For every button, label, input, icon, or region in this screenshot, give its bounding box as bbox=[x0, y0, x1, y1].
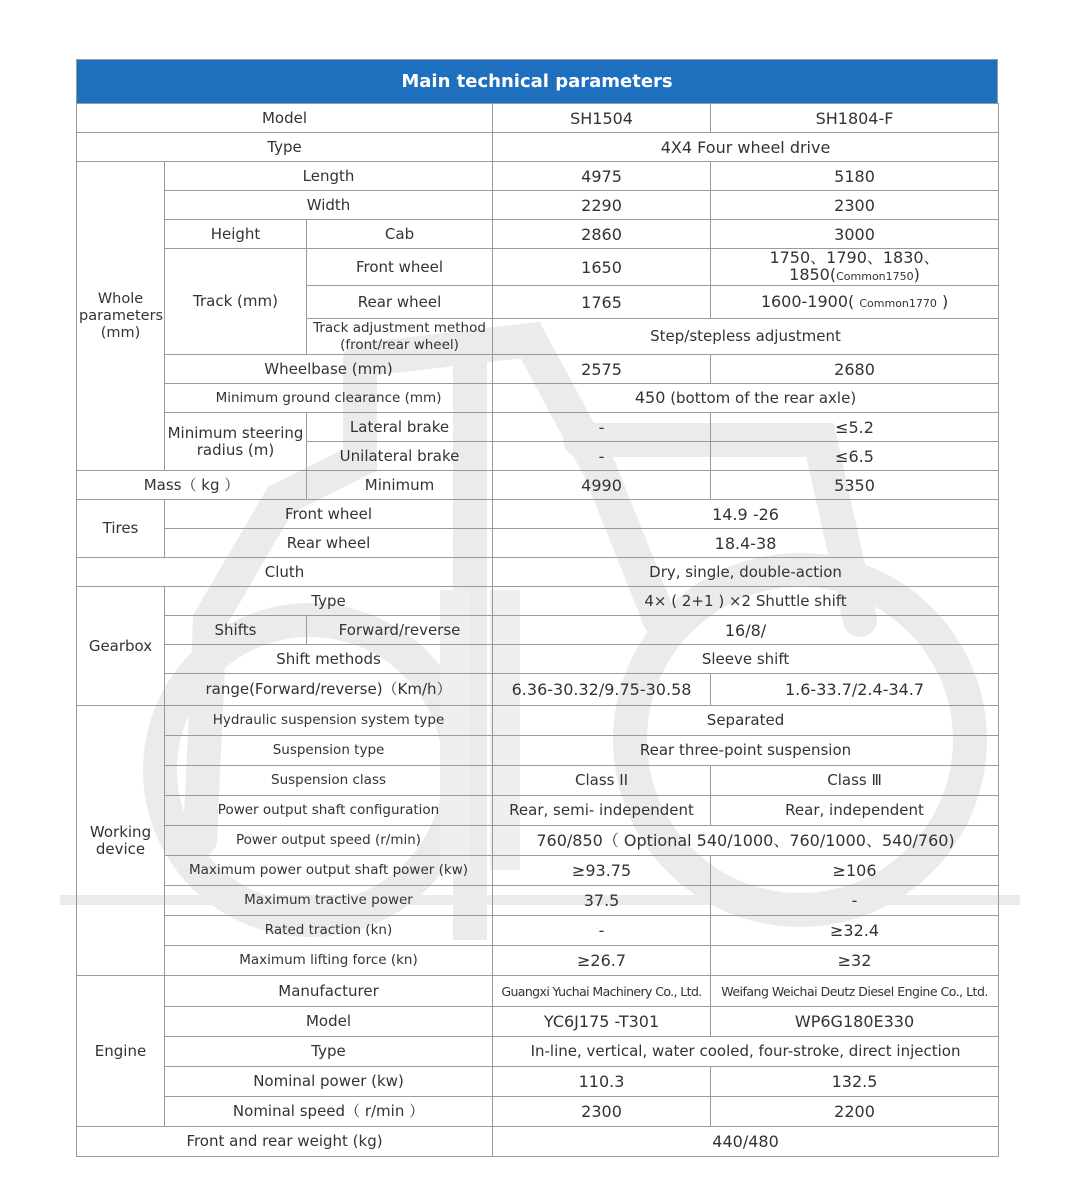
steer-unilateral-m2: ≤6.5 bbox=[711, 442, 999, 471]
track-front-label: Front wheel bbox=[307, 249, 493, 286]
mass-m1: 4990 bbox=[493, 471, 711, 500]
engine-power-m1: 110.3 bbox=[493, 1067, 711, 1097]
lifting-m1: ≥26.7 bbox=[493, 946, 711, 976]
mass-label: Mass（ kg ） bbox=[77, 471, 307, 500]
hydraulic-label: Hydraulic suspension system type bbox=[165, 706, 493, 736]
manufacturer-label: Manufacturer bbox=[165, 976, 493, 1007]
suspension-type-label: Suspension type bbox=[165, 736, 493, 766]
track-adjust-label: Track adjustment method (front/rear wheel) bbox=[307, 319, 493, 355]
pto-speed-value: 760/850（ Optional 540/1000、760/1000、540/760) bbox=[493, 826, 999, 856]
row-length bbox=[77, 162, 999, 191]
suspension-class-m1: Class II bbox=[493, 766, 711, 796]
row-model bbox=[77, 104, 999, 133]
height-m1: 2860 bbox=[493, 220, 711, 249]
pto-power-m2: ≥106 bbox=[711, 856, 999, 886]
clearance-note: (bottom of the rear axle) bbox=[670, 389, 857, 407]
track-rear-m2-note: Common1770 bbox=[859, 296, 937, 310]
track-front-m1: 1650 bbox=[493, 249, 711, 286]
height-label: Height bbox=[165, 220, 307, 249]
tires-rear-value: 18.4-38 bbox=[493, 529, 999, 558]
engine-model-m1: YC6J175 -T301 bbox=[493, 1007, 711, 1037]
type-value: 4X4 Four wheel drive bbox=[493, 133, 999, 162]
engine-type-label: Type bbox=[165, 1037, 493, 1067]
shifts-sub: Forward/reverse bbox=[307, 616, 493, 645]
track-rear-m1: 1765 bbox=[493, 286, 711, 319]
row-steer-lateral bbox=[77, 413, 999, 442]
gearbox-type-label: Type bbox=[165, 587, 493, 616]
type-label: Type bbox=[77, 133, 493, 162]
mass-m2: 5350 bbox=[711, 471, 999, 500]
engine-power-m2: 132.5 bbox=[711, 1067, 999, 1097]
row-manufacturer bbox=[77, 976, 999, 1007]
length-m2: 5180 bbox=[711, 162, 999, 191]
traction-label: Rated traction (kn) bbox=[165, 916, 493, 946]
pto-config-m2: Rear, independent bbox=[711, 796, 999, 826]
suspension-class-label: Suspension class bbox=[165, 766, 493, 796]
row-weight bbox=[77, 1127, 999, 1157]
clearance-cell bbox=[493, 384, 999, 413]
weight-label: Front and rear weight (kg) bbox=[77, 1127, 493, 1157]
row-clutch bbox=[77, 558, 999, 587]
model-m2: SH1804-F bbox=[711, 104, 999, 133]
shifts-value: 16/8/ bbox=[493, 616, 999, 645]
row-type bbox=[77, 133, 999, 162]
track-adjust-value: Step/stepless adjustment bbox=[493, 319, 999, 355]
track-label: Track (mm) bbox=[165, 249, 307, 355]
row-tires-rear bbox=[77, 529, 999, 558]
row-traction bbox=[77, 916, 999, 946]
length-label: Length bbox=[165, 162, 493, 191]
steer-lateral-m1: - bbox=[493, 413, 711, 442]
tractive-label: Maximum tractive power bbox=[165, 886, 493, 916]
row-suspension-class bbox=[77, 766, 999, 796]
row-wheelbase bbox=[77, 355, 999, 384]
tires-group: Tires bbox=[77, 500, 165, 558]
row-lifting bbox=[77, 946, 999, 976]
lifting-m2: ≥32 bbox=[711, 946, 999, 976]
working-group: Working device bbox=[77, 706, 165, 976]
shifts-label: Shifts bbox=[165, 616, 307, 645]
row-shifts bbox=[77, 616, 999, 645]
tractive-m2: - bbox=[711, 886, 999, 916]
engine-speed-label: Nominal speed（ r/min ） bbox=[165, 1097, 493, 1127]
model-m1: SH1504 bbox=[493, 104, 711, 133]
pto-power-m1: ≥93.75 bbox=[493, 856, 711, 886]
row-gearbox-type bbox=[77, 587, 999, 616]
height-sub: Cab bbox=[307, 220, 493, 249]
pto-config-m1: Rear, semi- independent bbox=[493, 796, 711, 826]
shift-methods-value: Sleeve shift bbox=[493, 645, 999, 674]
pto-speed-label: Power output speed (r/min) bbox=[165, 826, 493, 856]
engine-group: Engine bbox=[77, 976, 165, 1127]
engine-power-label: Nominal power (kw) bbox=[165, 1067, 493, 1097]
pto-power-label: Maximum power output shaft power (kw) bbox=[165, 856, 493, 886]
row-width bbox=[77, 191, 999, 220]
track-rear-label: Rear wheel bbox=[307, 286, 493, 319]
row-tires-front bbox=[77, 500, 999, 529]
manufacturer-m2: Weifang Weichai Deutz Diesel Engine Co., Ltd. bbox=[711, 976, 999, 1007]
clearance-label: Minimum ground clearance (mm) bbox=[165, 384, 493, 413]
track-front-m2: 1750、1790、1830、1850(Common1750) bbox=[711, 249, 999, 286]
row-engine-type bbox=[77, 1037, 999, 1067]
speed-range-m1: 6.36-30.32/9.75-30.58 bbox=[493, 674, 711, 706]
steer-unilateral-label: Unilateral brake bbox=[307, 442, 493, 471]
mass-sub: Minimum bbox=[307, 471, 493, 500]
width-m1: 2290 bbox=[493, 191, 711, 220]
gearbox-group: Gearbox bbox=[77, 587, 165, 706]
model-label: Model bbox=[77, 104, 493, 133]
track-front-m2-value: 1750、1790、1830、1850 bbox=[769, 248, 940, 284]
engine-model-label: Model bbox=[165, 1007, 493, 1037]
table-title: Main technical parameters bbox=[76, 59, 998, 103]
traction-m2: ≥32.4 bbox=[711, 916, 999, 946]
row-clearance bbox=[77, 384, 999, 413]
traction-m1: - bbox=[493, 916, 711, 946]
row-tractive bbox=[77, 886, 999, 916]
track-rear-m2: 1600-1900( Common1770 ) bbox=[711, 286, 999, 319]
speed-range-m2: 1.6-33.7/2.4-34.7 bbox=[711, 674, 999, 706]
gearbox-type-value: 4× ( 2+1 ) ×2 Shuttle shift bbox=[493, 587, 999, 616]
wheelbase-m2: 2680 bbox=[711, 355, 999, 384]
row-mass bbox=[77, 471, 999, 500]
clutch-label: Cluth bbox=[77, 558, 493, 587]
steer-unilateral-m1: - bbox=[493, 442, 711, 471]
height-m2: 3000 bbox=[711, 220, 999, 249]
width-label: Width bbox=[165, 191, 493, 220]
row-engine-power bbox=[77, 1067, 999, 1097]
row-height bbox=[77, 220, 999, 249]
wheelbase-label: Wheelbase (mm) bbox=[165, 355, 493, 384]
row-pto-speed bbox=[77, 826, 999, 856]
shift-methods-label: Shift methods bbox=[165, 645, 493, 674]
speed-range-label: range(Forward/reverse)（Km/h） bbox=[165, 674, 493, 706]
engine-speed-m2: 2200 bbox=[711, 1097, 999, 1127]
row-engine-speed bbox=[77, 1097, 999, 1127]
row-pto-config bbox=[77, 796, 999, 826]
steer-lateral-label: Lateral brake bbox=[307, 413, 493, 442]
lifting-label: Maximum lifting force (kn) bbox=[165, 946, 493, 976]
manufacturer-m1: Guangxi Yuchai Machinery Co., Ltd. bbox=[493, 976, 711, 1007]
track-rear-m2-value: 1600-1900 bbox=[760, 291, 849, 311]
row-speed-range bbox=[77, 674, 999, 706]
pto-config-label: Power output shaft configuration bbox=[165, 796, 493, 826]
engine-type-value: In-line, vertical, water cooled, four-stroke, direct injection bbox=[493, 1037, 999, 1067]
wheelbase-m1: 2575 bbox=[493, 355, 711, 384]
row-shift-methods bbox=[77, 645, 999, 674]
width-m2: 2300 bbox=[711, 191, 999, 220]
row-pto-power bbox=[77, 856, 999, 886]
tires-rear-label: Rear wheel bbox=[165, 529, 493, 558]
steer-lateral-m2: ≤5.2 bbox=[711, 413, 999, 442]
suspension-class-m2: Class Ⅲ bbox=[711, 766, 999, 796]
track-front-m2-note: Common1750 bbox=[836, 270, 914, 283]
whole-parameters-group: Whole parameters (mm) bbox=[77, 162, 165, 471]
steering-label: Minimum steering radius (m) bbox=[165, 413, 307, 471]
engine-model-m2: WP6G180E330 bbox=[711, 1007, 999, 1037]
parameters-sheet bbox=[76, 59, 998, 1157]
tires-front-value: 14.9 -26 bbox=[493, 500, 999, 529]
row-engine-model bbox=[77, 1007, 999, 1037]
parameters-table bbox=[76, 103, 999, 1157]
clutch-value: Dry, single, double-action bbox=[493, 558, 999, 587]
length-m1: 4975 bbox=[493, 162, 711, 191]
clearance-value: 450 bbox=[634, 388, 666, 407]
suspension-type-value: Rear three-point suspension bbox=[493, 736, 999, 766]
row-hydraulic bbox=[77, 706, 999, 736]
tires-front-label: Front wheel bbox=[165, 500, 493, 529]
row-track-front bbox=[77, 249, 999, 286]
engine-speed-m1: 2300 bbox=[493, 1097, 711, 1127]
tractive-m1: 37.5 bbox=[493, 886, 711, 916]
row-suspension-type bbox=[77, 736, 999, 766]
hydraulic-value: Separated bbox=[493, 706, 999, 736]
weight-value: 440/480 bbox=[493, 1127, 999, 1157]
